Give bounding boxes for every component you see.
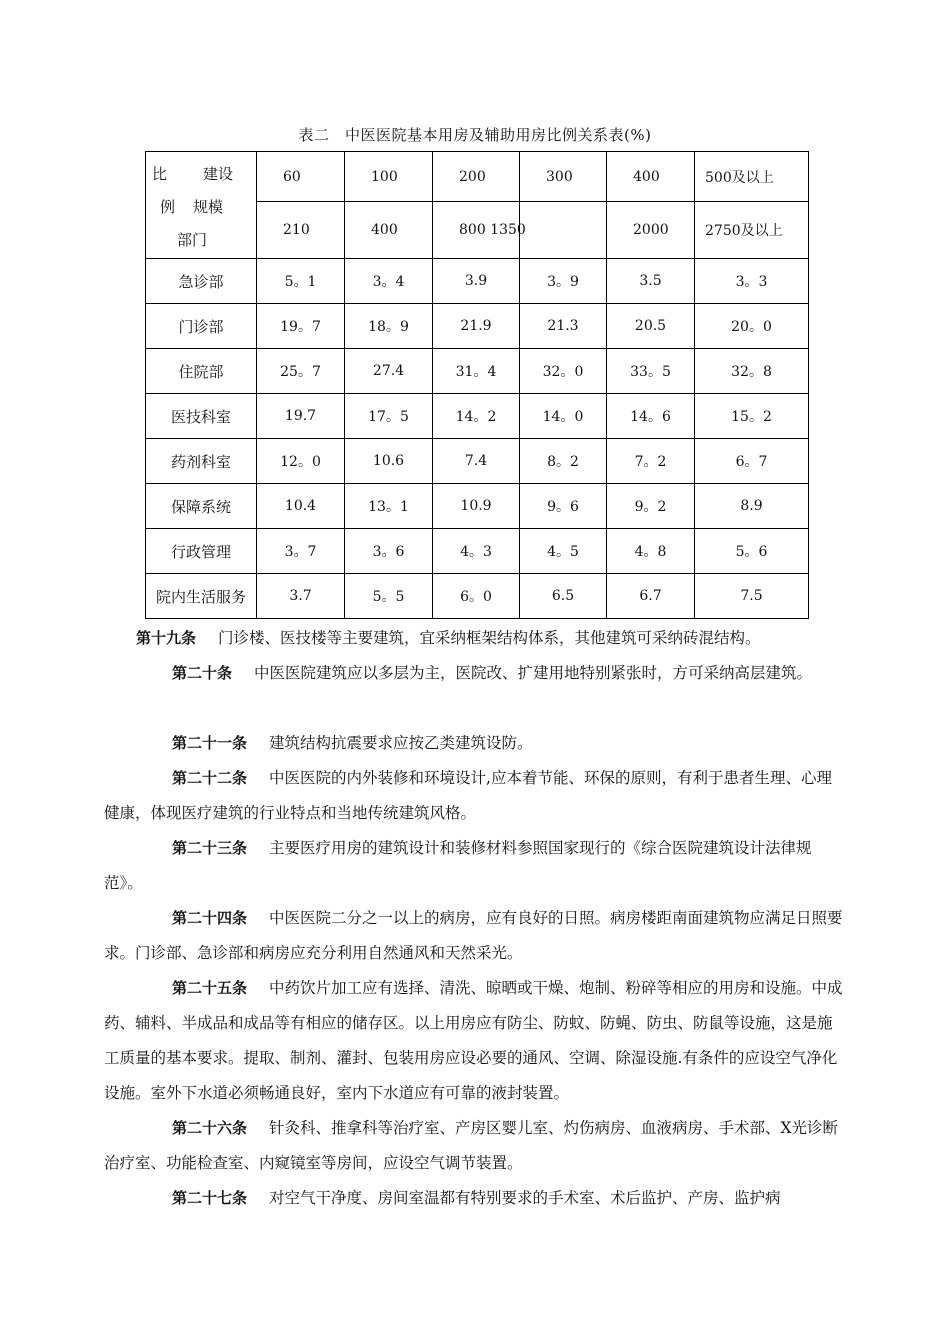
value-cell: 31。4 (433, 349, 520, 394)
value-cell: 33。5 (607, 349, 695, 394)
value-cell: 32。8 (695, 349, 809, 394)
article-title: 第二十一条 (172, 734, 248, 752)
scale-header-cell: 60 (257, 152, 345, 202)
table-row (146, 259, 809, 304)
corner-label-bumen: 部门 (177, 231, 208, 249)
value-cell: 8。2 (520, 439, 607, 484)
article-paragraph (104, 971, 844, 1111)
value-cell: 9。2 (607, 484, 695, 529)
table-row (146, 529, 809, 574)
article-text: 中药饮片加工应有选择、清洗、晾晒或干燥、炮制、粉碎等相应的用房和设施。中成药、辅料、半成品和成品等有相应的储存区。以上用房应有防尘、防蚊、防蝇、防虫、防鼠等设施，这是施工质量的基本要求。提取、制剂、灌封、包装用房应设必要的通风、空调、除湿设施.有条件的应设空气净化设施。室外下水道必须畅通良好，室内下水道应有可靠的液封装置。 (104, 979, 843, 1102)
value-cell: 6.5 (520, 574, 607, 619)
room-ratio-table (145, 151, 809, 619)
value-cell: 17。5 (345, 394, 433, 439)
value-cell: 5。1 (257, 259, 345, 304)
corner-label-guimo: 规模 (193, 198, 224, 216)
table-row (146, 484, 809, 529)
dept-cell: 住院部 (146, 349, 257, 394)
scale-header-cell: 2000 (607, 202, 695, 259)
corner-label-bi: 比 (152, 165, 168, 183)
article-title: 第二十二条 (172, 769, 248, 787)
article-title: 第十九条 (136, 629, 197, 647)
value-cell: 10.6 (345, 439, 433, 484)
scale-header-cell: 400 (607, 152, 695, 202)
article-paragraph (104, 901, 844, 971)
scale-header-cell: 300 (520, 152, 607, 202)
value-cell: 10.4 (257, 484, 345, 529)
article-paragraph (104, 1111, 844, 1181)
article-title: 第二十五条 (172, 979, 248, 997)
dept-cell: 院内生活服务 (146, 574, 257, 619)
value-cell: 4。8 (607, 529, 695, 574)
article-text: 针灸科、推拿科等治疗室、产房区婴儿室、灼伤病房、血液病房、手术部、X光诊断治疗室、功能检查室、内窥镜室等房间，应设空气调节装置。 (104, 1119, 839, 1172)
dept-cell: 门诊部 (146, 304, 257, 349)
value-cell: 3。7 (257, 529, 345, 574)
scale-header-cell: 400 (345, 202, 433, 259)
scale-header-cell: 800 1350 (433, 202, 520, 259)
article-paragraph (104, 726, 844, 761)
value-cell: 14。2 (433, 394, 520, 439)
scale-header-cell: 500及以上 (695, 152, 809, 202)
article-title: 第二十六条 (172, 1119, 248, 1137)
value-cell: 15。2 (695, 394, 809, 439)
corner-label-jianshe: 建设 (203, 165, 234, 183)
article-paragraph (104, 1181, 844, 1216)
article-title: 第二十条 (172, 664, 233, 682)
value-cell: 12。0 (257, 439, 345, 484)
table-row (146, 349, 809, 394)
value-cell: 18。9 (345, 304, 433, 349)
article-text: 主要医疗用房的建筑设计和装修材料参照国家现行的《综合医院建筑设计法律规范》。 (104, 839, 812, 892)
value-cell: 3.9 (433, 259, 520, 304)
table-body (146, 259, 809, 619)
value-cell: 14。0 (520, 394, 607, 439)
article-text: 建筑结构抗震要求应按乙类建筑设防。 (269, 734, 533, 752)
corner-label-li: 例 (160, 198, 176, 216)
value-cell: 5。5 (345, 574, 433, 619)
value-cell: 3.5 (607, 259, 695, 304)
value-cell: 7.4 (433, 439, 520, 484)
value-cell: 6。0 (433, 574, 520, 619)
scale-header-cell (520, 202, 607, 259)
value-cell: 21.9 (433, 304, 520, 349)
value-cell: 20。0 (695, 304, 809, 349)
value-cell: 21.3 (520, 304, 607, 349)
value-cell: 13。1 (345, 484, 433, 529)
value-cell: 10.9 (433, 484, 520, 529)
scale-header-cell: 210 (257, 202, 345, 259)
table-corner-header (146, 152, 257, 259)
article-paragraph (104, 761, 844, 831)
value-cell: 25。7 (257, 349, 345, 394)
article-text: 中医医院建筑应以多层为主，医院改、扩建用地特别紧张时，方可采纳高层建筑。 (254, 664, 813, 682)
value-cell: 27.4 (345, 349, 433, 394)
article-paragraph (104, 656, 844, 691)
value-cell: 6。7 (695, 439, 809, 484)
scale-header-cell: 200 (433, 152, 520, 202)
dept-cell: 保障系统 (146, 484, 257, 529)
table-row (146, 574, 809, 619)
value-cell: 4。5 (520, 529, 607, 574)
value-cell: 3。4 (345, 259, 433, 304)
value-cell: 19.7 (257, 394, 345, 439)
value-cell: 7。2 (607, 439, 695, 484)
table-caption: 表二 中医医院基本用房及辅助用房比例关系表(%) (298, 126, 652, 144)
value-cell: 14。6 (607, 394, 695, 439)
dept-cell: 急诊部 (146, 259, 257, 304)
table-row (146, 394, 809, 439)
dept-cell: 医技科室 (146, 394, 257, 439)
value-cell: 4。3 (433, 529, 520, 574)
article-title: 第二十七条 (172, 1189, 248, 1207)
article-text: 中医医院二分之一以上的病房，应有良好的日照。病房楼距南面建筑物应满足日照要求。门诊部、急诊部和病房应充分利用自然通风和天然采光。 (104, 909, 843, 962)
table-row (146, 439, 809, 484)
value-cell: 8.9 (695, 484, 809, 529)
value-cell: 3.7 (257, 574, 345, 619)
article-title: 第二十三条 (172, 839, 248, 857)
table-row (146, 304, 809, 349)
dept-cell: 行政管理 (146, 529, 257, 574)
value-cell: 20.5 (607, 304, 695, 349)
article-text: 门诊楼、医技楼等主要建筑，宜采纳框架结构体系，其他建筑可采纳砖混结构。 (218, 629, 761, 647)
value-cell: 7.5 (695, 574, 809, 619)
article-paragraph (104, 621, 844, 656)
article-text: 中医医院的内外装修和环境设计,应本着节能、环保的原则，有利于患者生理、心理健康，体现医疗建筑的行业特点和当地传统建筑风格。 (104, 769, 832, 822)
value-cell: 6.7 (607, 574, 695, 619)
dept-cell: 药剂科室 (146, 439, 257, 484)
value-cell: 19。7 (257, 304, 345, 349)
value-cell: 5。6 (695, 529, 809, 574)
table-header-row-1 (146, 152, 809, 202)
scale-header-cell: 2750及以上 (695, 202, 809, 259)
value-cell: 3。3 (695, 259, 809, 304)
value-cell: 3。9 (520, 259, 607, 304)
value-cell: 9。6 (520, 484, 607, 529)
scale-header-cell: 100 (345, 152, 433, 202)
value-cell: 3。6 (345, 529, 433, 574)
article-title: 第二十四条 (172, 909, 248, 927)
value-cell: 32。0 (520, 349, 607, 394)
article-paragraph (104, 831, 844, 901)
article-text: 对空气干净度、房间室温都有特别要求的手术室、术后监护、产房、监护病 (269, 1189, 781, 1207)
